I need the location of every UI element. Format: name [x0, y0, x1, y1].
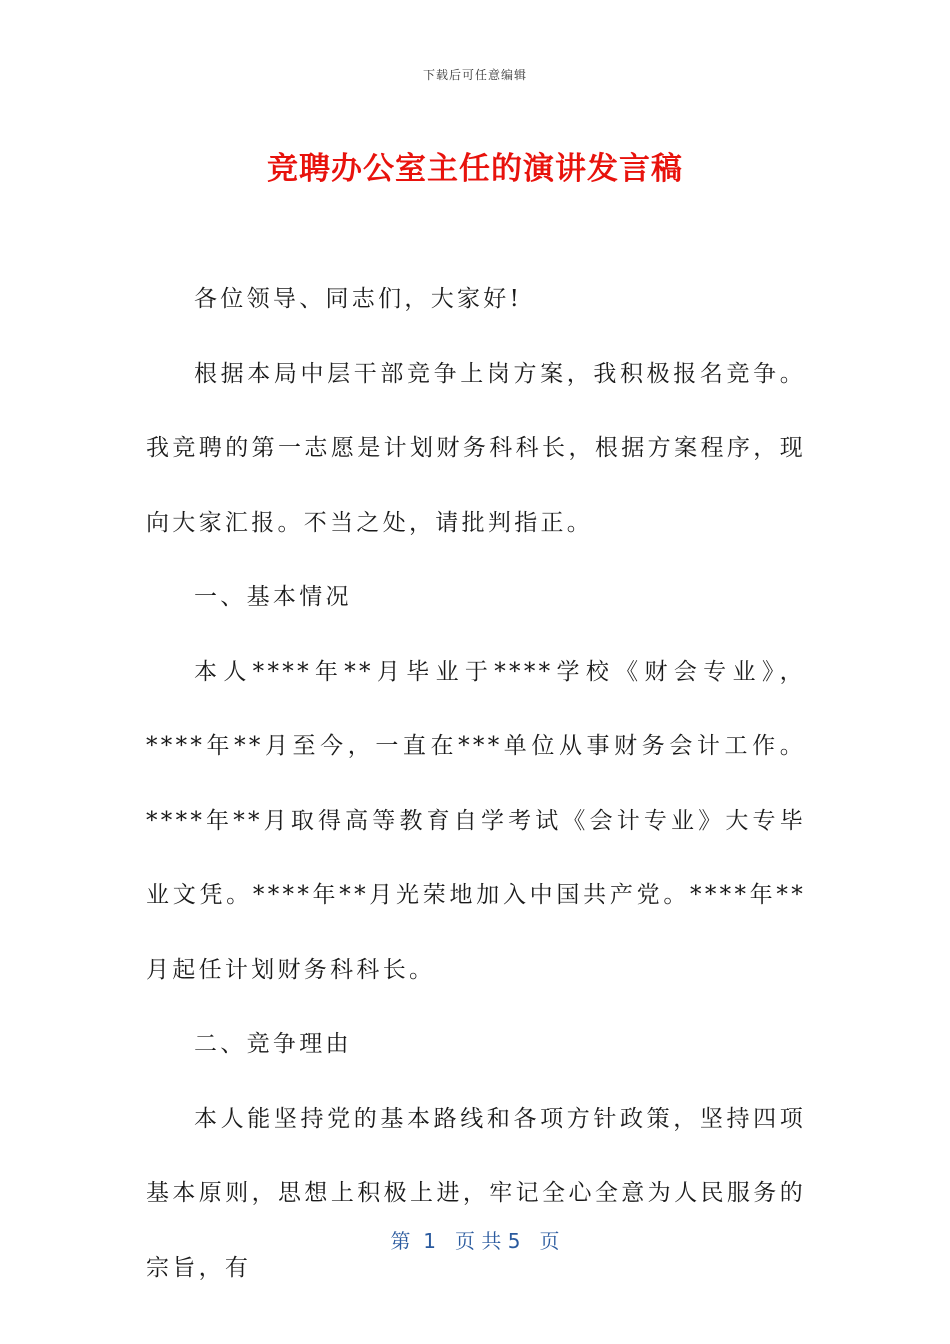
intro-paragraph: 根据本局中层干部竞争上岗方案，我积极报名竞争。我竞聘的第一志愿是计划财务科科长，根据方案程序，现向大家汇报。不当之处，请批判指正。 [146, 360, 806, 536]
section-heading-reasons: 二、竞争理由 [194, 1031, 352, 1057]
reasons-paragraph: 本人能坚持党的基本路线和各项方针政策，坚持四项基本原则，思想上积极上进，牢记全心全意为人民服务的宗旨，有 [146, 1105, 806, 1281]
section-heading-basic-info: 一、基本情况 [194, 584, 352, 610]
header-note: 下载后可任意编辑 [422, 68, 527, 82]
document-body [146, 262, 806, 1305]
document-title: 竞聘办公室主任的演讲发言稿 [267, 151, 683, 187]
greeting-paragraph: 各位领导、同志们，大家好! [194, 286, 523, 312]
page-number-footer: 第 1 页 共 5 页 [390, 1229, 560, 1253]
basic-info-paragraph: 本人****年**月毕业于****学校《财会专业》，****年**月至今，一直在***单位从事财务会计工作。****年**月取得高等教育自学考试《会计专业》大专毕业文凭。****年**月光荣地加入中国共产党。****年**月起任计划财务科科长。 [146, 658, 806, 983]
